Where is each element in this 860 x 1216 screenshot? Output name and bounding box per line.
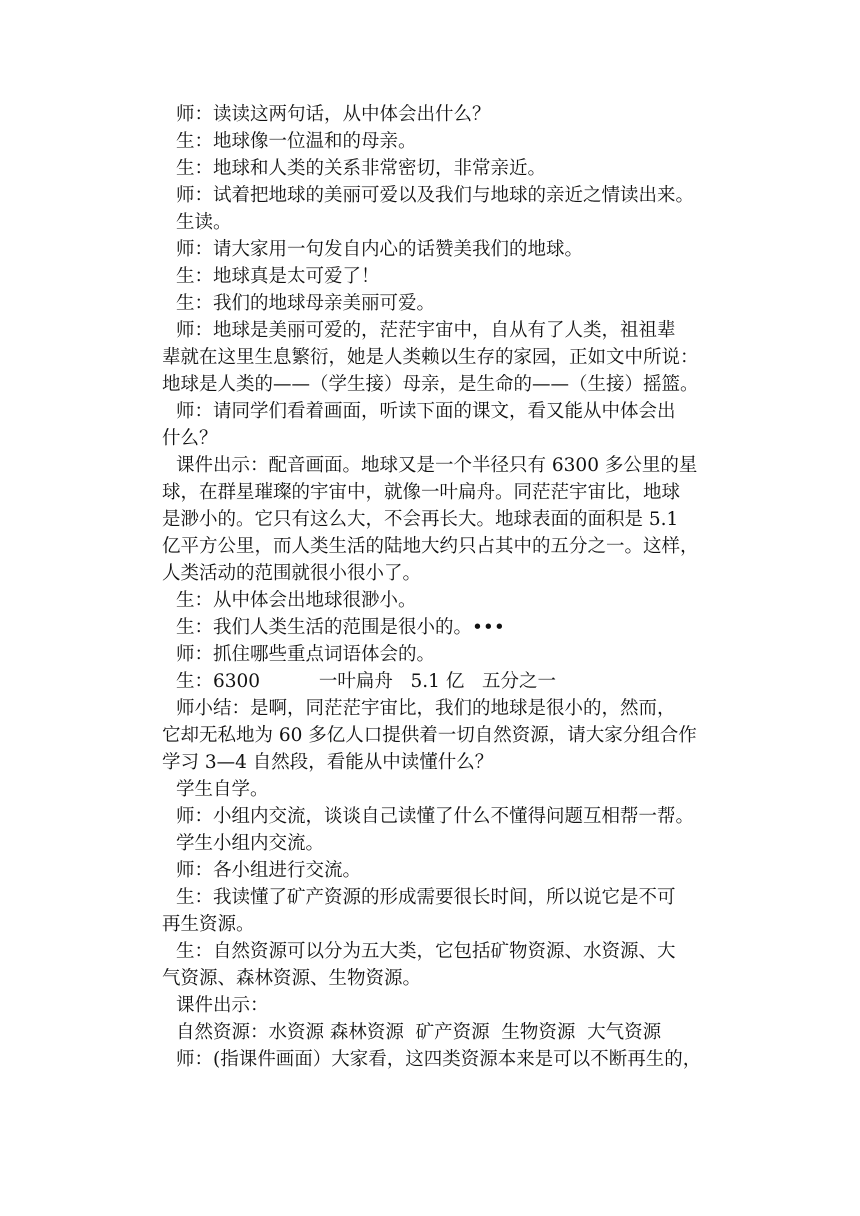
text-line: 师：请大家用一句发自内心的话赞美我们的地球。 [176, 239, 584, 260]
text-line: 学生自学。 [176, 779, 269, 800]
paragraph [162, 938, 737, 992]
paragraph [162, 668, 737, 695]
document-page [162, 101, 737, 1073]
text-line: 课件出示： [176, 995, 269, 1016]
paragraph [162, 155, 737, 182]
paragraph [162, 992, 737, 1019]
text-line: 生：6300 一叶扁舟 5.1 亿 五分之一 [176, 671, 556, 692]
paragraph [162, 641, 737, 668]
paragraph [162, 128, 737, 155]
text-line: 地球是人类的——（学生接）母亲，是生命的——（生接）摇篮。 [162, 374, 699, 395]
paragraph [162, 695, 737, 776]
text-line: 亿平方公里，而人类生活的陆地大约只占其中的五分之一。这样， [162, 536, 699, 557]
paragraph [162, 776, 737, 803]
paragraph [162, 830, 737, 857]
paragraph [162, 290, 737, 317]
text-line: 学生小组内交流。 [176, 833, 325, 854]
paragraph [162, 263, 737, 290]
text-line: 它却无私地为 60 多亿人口提供着一切自然资源，请大家分组合作 [162, 725, 697, 746]
text-line: 师：读读这两句话，从中体会出什么？ [176, 104, 491, 125]
text-line: 生：从中体会出地球很渺小。 [176, 590, 417, 611]
text-line: 生：地球和人类的关系非常密切，非常亲近。 [176, 158, 547, 179]
text-line: 生：自然资源可以分为五大类，它包括矿物资源、水资源、大 [176, 941, 676, 962]
paragraph [162, 398, 737, 452]
paragraph [162, 182, 737, 209]
text-line: 师小结：是啊，同茫茫宇宙比，我们的地球是很小的，然而， [176, 698, 676, 719]
paragraph [162, 1046, 737, 1073]
text-line: 生：我读懂了矿产资源的形成需要很长时间，所以说它是不可 [176, 887, 676, 908]
paragraph [162, 101, 737, 128]
text-line: 师：地球是美丽可爱的，茫茫宇宙中，自从有了人类，祖祖辈 [176, 320, 676, 341]
text-line: 自然资源：水资源 森林资源 矿产资源 生物资源 大气资源 [176, 1022, 662, 1043]
text-line: 师：请同学们看着画面，听读下面的课文，看又能从中体会出 [176, 401, 676, 422]
text-line: 师：小组内交流，谈谈自己读懂了什么不懂得问题互相帮一帮。 [176, 806, 695, 827]
paragraph [162, 587, 737, 614]
paragraph [162, 1019, 737, 1046]
text-line: 生：地球真是太可爱了！ [176, 266, 380, 287]
paragraph [162, 614, 737, 641]
text-line: 是渺小的。它只有这么大，不会再长大。地球表面的面积是 5.1 [162, 509, 679, 530]
text-line: 师：试着把地球的美丽可爱以及我们与地球的亲近之情读出来。 [176, 185, 695, 206]
text-line: 生：我们的地球母亲美丽可爱。 [176, 293, 436, 314]
text-line: 什么？ [162, 428, 218, 449]
text-line: 生：我们人类生活的范围是很小的。••• [176, 617, 505, 638]
paragraph [162, 803, 737, 830]
text-line: 人类活动的范围就很小很小了。 [162, 563, 422, 584]
paragraph [162, 209, 737, 236]
text-line: 学习 3—4 自然段，看能从中读懂什么？ [162, 752, 494, 773]
text-line: 师：各小组进行交流。 [176, 860, 362, 881]
text-line: 生：地球像一位温和的母亲。 [176, 131, 417, 152]
text-line: 师：抓住哪些重点词语体会的。 [176, 644, 436, 665]
text-line: 课件出示：配音画面。地球又是一个半径只有 6300 多公里的星 [176, 455, 698, 476]
text-line: 再生资源。 [162, 914, 255, 935]
text-line: 生读。 [176, 212, 232, 233]
paragraph [162, 236, 737, 263]
text-line: 师：(指课件画面）大家看，这四类资源本来是可以不断再生的， [176, 1049, 702, 1070]
paragraph [162, 857, 737, 884]
paragraph [162, 317, 737, 398]
text-line: 气资源、森林资源、生物资源。 [162, 968, 422, 989]
paragraph [162, 452, 737, 587]
paragraph [162, 884, 737, 938]
text-line: 球，在群星璀璨的宇宙中，就像一叶扁舟。同茫茫宇宙比，地球 [162, 482, 681, 503]
text-line: 辈就在这里生息繁衍，她是人类赖以生存的家园，正如文中所说： [162, 347, 699, 368]
